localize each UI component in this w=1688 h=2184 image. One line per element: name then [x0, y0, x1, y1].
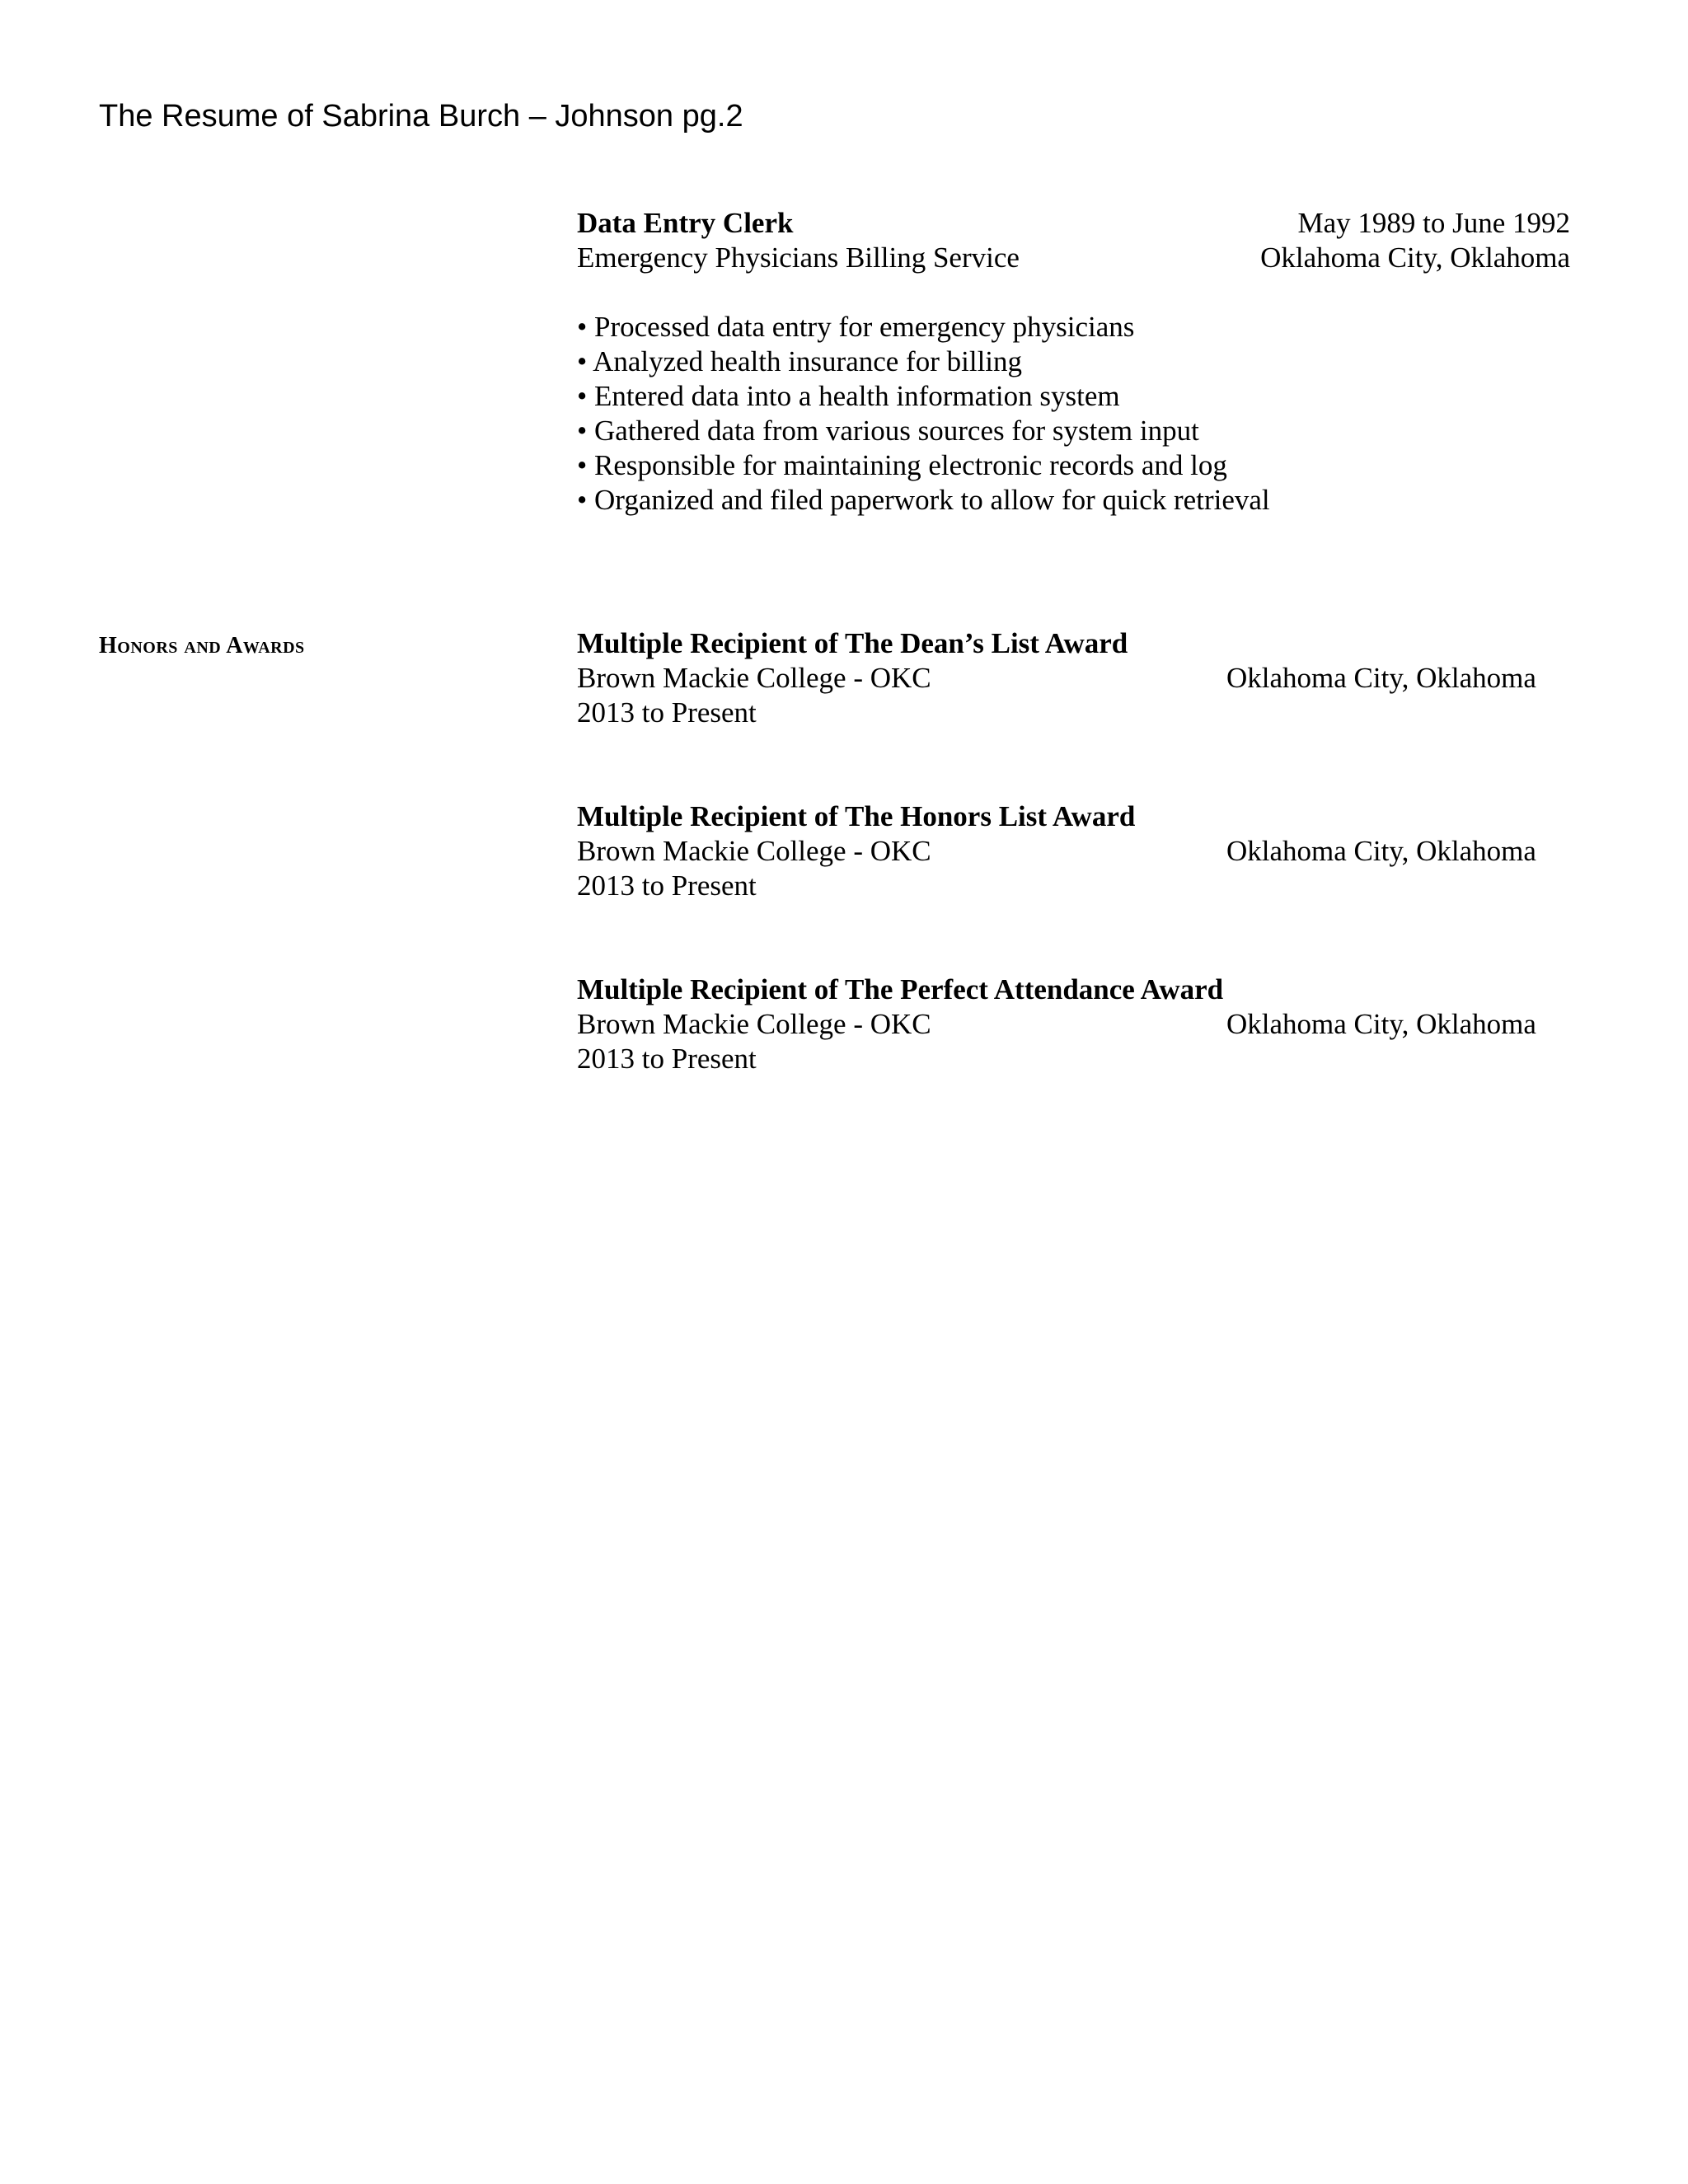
- award-entry: [577, 799, 1550, 903]
- job-title: Data Entry Clerk: [577, 207, 794, 239]
- job-duty-item: • Organized and filed paperwork to allow for quick retrieval: [577, 483, 1270, 518]
- job-duty-item: • Analyzed health insurance for billing: [577, 344, 1270, 379]
- award-location: Oklahoma City, Oklahoma: [1226, 662, 1536, 694]
- job-duty-item: • Entered data into a health information system: [577, 379, 1270, 414]
- award-period: 2013 to Present: [577, 696, 757, 729]
- award-entry: [577, 626, 1550, 730]
- job-employer: Emergency Physicians Billing Service: [577, 241, 1020, 274]
- page-header-title: The Resume of Sabrina Burch – Johnson pg.2: [99, 99, 743, 134]
- award-institution: Brown Mackie College - OKC: [577, 1008, 931, 1040]
- award-title: Multiple Recipient of The Perfect Attendance Award: [577, 973, 1224, 1005]
- award-location: Oklahoma City, Oklahoma: [1226, 1008, 1536, 1040]
- section-label-honors: Honors and Awards: [99, 633, 305, 658]
- award-period: 2013 to Present: [577, 1043, 757, 1075]
- award-institution: Brown Mackie College - OKC: [577, 835, 931, 867]
- award-institution-row: [577, 1007, 1550, 1042]
- job-dates: May 1989 to June 1992: [1297, 207, 1570, 239]
- award-location: Oklahoma City, Oklahoma: [1226, 835, 1536, 867]
- award-institution: Brown Mackie College - OKC: [577, 662, 931, 694]
- award-period: 2013 to Present: [577, 869, 757, 902]
- award-title: Multiple Recipient of The Honors List Award: [577, 800, 1136, 832]
- job-duty-item: • Gathered data from various sources for system input: [577, 414, 1270, 448]
- award-institution-row: [577, 661, 1550, 696]
- job-duty-item: • Responsible for maintaining electronic records and log: [577, 448, 1270, 483]
- award-title: Multiple Recipient of The Dean’s List Award: [577, 627, 1128, 659]
- award-entry: [577, 972, 1550, 1076]
- job-duty-item: • Processed data entry for emergency physicians: [577, 310, 1270, 344]
- job-duties-list: [577, 310, 1270, 518]
- award-institution-row: [577, 834, 1550, 869]
- job-location: Oklahoma City, Oklahoma: [1260, 241, 1570, 274]
